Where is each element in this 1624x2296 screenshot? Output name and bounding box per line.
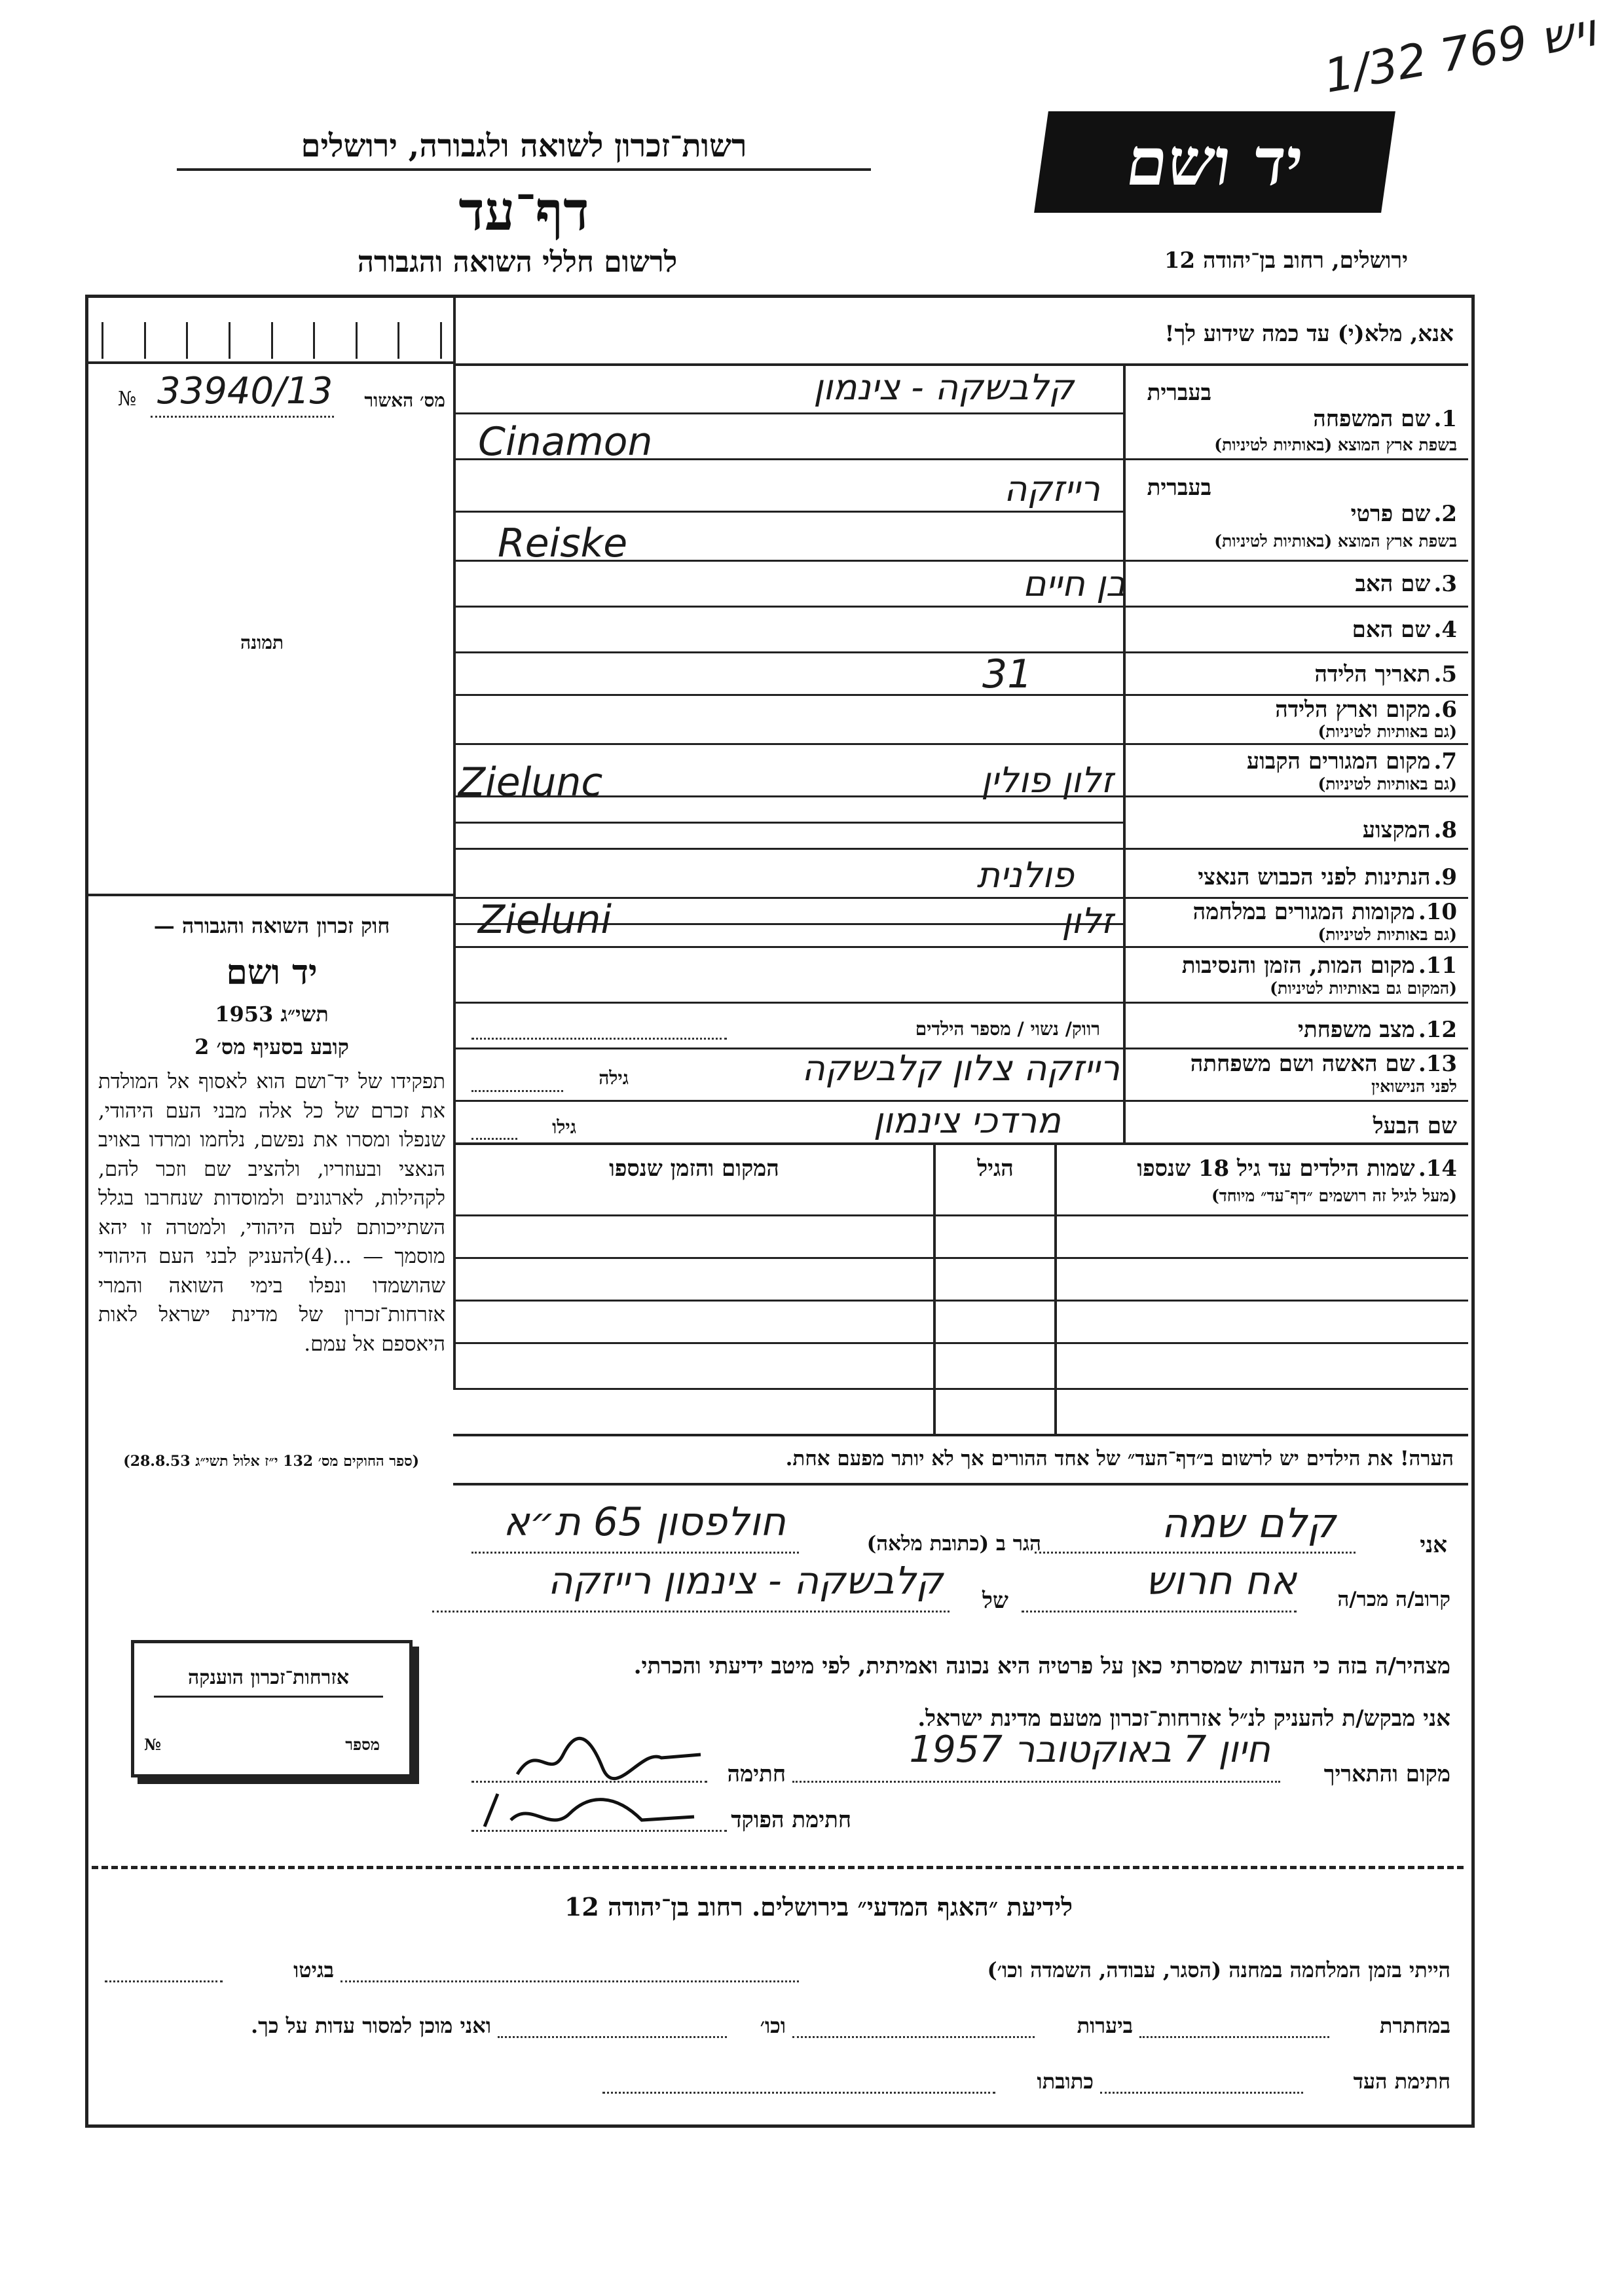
rule-mid [453, 822, 1124, 824]
children-col-divider-2 [933, 1142, 936, 1434]
field-3-num: 3. [1433, 571, 1457, 597]
decl-relation-line [1022, 1611, 1297, 1613]
field-8-label [1126, 817, 1457, 843]
children-col-place: המקום והזמן שנספו [609, 1156, 779, 1182]
decl-address-label: הגר ב (כתובת מלאה) [866, 1532, 1041, 1556]
field-4-name: שם האם [1352, 617, 1431, 643]
field-9-num: 9. [1433, 864, 1457, 890]
children-row [453, 1214, 1468, 1216]
lang-hebrew-label: בעברית [1147, 380, 1211, 406]
bottom-underground: במחתרת [1379, 2013, 1450, 2038]
field-13-label [1126, 1051, 1457, 1077]
reg-number-value: 33940/13 [157, 370, 333, 412]
sidebar-divider [453, 298, 456, 1388]
decl-of-label: של [982, 1588, 1008, 1614]
field-6-label [1126, 697, 1457, 723]
field-12-label [1126, 1017, 1457, 1043]
children-row [453, 1257, 1468, 1259]
officer-signature-label: חתימת הפוקד [731, 1807, 851, 1833]
photo-label: תמונה [240, 632, 284, 653]
label-column-divider [1123, 363, 1126, 1142]
field-13-name: שם האשה ושם משפחתה [1190, 1051, 1415, 1077]
rule [453, 694, 1468, 696]
husband-value[interactable]: מרדכי צינמון [873, 1100, 1061, 1141]
note-bottom [453, 1483, 1468, 1485]
field-7-num: 7. [1433, 748, 1457, 774]
decl-address-value[interactable]: חולפסון 65 ת״א [503, 1499, 786, 1545]
bottom-line1: הייתי בזמן המלחמה במחנה (הסגר, עבודה, השמדה וכו׳) [987, 1958, 1450, 1982]
tick-boxes [101, 322, 442, 359]
field-1-label [1126, 406, 1457, 432]
field-13-value[interactable]: רייזקה צלון קלבשקה [802, 1048, 1120, 1089]
decl-address-line [471, 1552, 799, 1554]
reg-number-label: מס׳ האשור [364, 390, 445, 411]
bottom-witness-sign: חתימת העד [1353, 2069, 1450, 2094]
top-annotation: ויש 769 1/32 [1320, 3, 1600, 103]
decl-relation-label: קרוב/ה מכר/ה [1337, 1588, 1450, 1611]
field-2-label [1126, 501, 1457, 527]
field-5-name: תאריך הלידה [1314, 661, 1431, 687]
children-sub: (מעל לגיל זה רושמים ״דף־עד״ מיוחד) [1211, 1186, 1457, 1205]
citizenship-box-number: מספר [345, 1735, 380, 1754]
rule-mid [453, 412, 1124, 414]
children-header [1061, 1156, 1457, 1182]
bottom-willing: ואני מוכן למסור עדות על כך. [250, 2013, 491, 2038]
field-7-hebrew-value[interactable]: זלון פולין [981, 759, 1113, 801]
yad-vashem-logo: יד ושם [1034, 111, 1395, 213]
field-12-num: 12. [1418, 1017, 1457, 1043]
field-10-label [1126, 899, 1457, 925]
bottom-line1-fill [341, 1980, 799, 1982]
rule-section [453, 1142, 1468, 1145]
field-7-sub: (גם באותיות לטיניות) [1318, 774, 1457, 793]
children-row [453, 1388, 1468, 1390]
field-6-name: מקום וארץ הלידה [1275, 697, 1431, 723]
tick-row-rule [88, 361, 455, 364]
signature [511, 1728, 707, 1787]
field-12-line [471, 1038, 727, 1040]
field-13-sub: לפני הנישואין [1371, 1077, 1457, 1096]
rule [453, 946, 1468, 948]
bottom-ghetto-fill [105, 1980, 223, 1982]
lang-hebrew-label-2: בעברית [1147, 475, 1211, 501]
children-label: שמות הילדים עד גיל 18 שנספו [1137, 1156, 1415, 1182]
decl-relation-value[interactable]: אח חרוש [1145, 1558, 1297, 1604]
form-subtitle: לרשום חללי השואה והגבורה [357, 246, 678, 279]
decl-place-date-value[interactable]: חיון 7 באוקטובר 1957 [909, 1728, 1270, 1771]
bottom-etc-fill [498, 2036, 727, 2038]
decl-prefix: אני [1420, 1532, 1447, 1558]
decl-place-date-label: מקום והתאריך [1323, 1761, 1450, 1787]
field-9-name: הנתינות לפני הכבוש הנאצי [1198, 864, 1431, 890]
field-5-value[interactable]: 31 [982, 651, 1033, 697]
field-2-latin-value[interactable]: Reiske [498, 520, 628, 566]
field-9-value[interactable]: פולנית [976, 854, 1074, 896]
rule [453, 743, 1468, 745]
children-row [453, 1300, 1468, 1302]
field-10-num: 10. [1418, 899, 1457, 925]
officer-signature-line [471, 1830, 727, 1832]
field-7-latin-value[interactable]: Zielunc [458, 759, 603, 805]
header-address: ירושלים, רחוב בן־יהודה 12 [1164, 247, 1408, 274]
children-note: הערה! את הילדים יש לרשום ב״דף־העד״ של אחד ההורים אך לא יותר מפעם אחת. [785, 1447, 1454, 1470]
org-line: רשות־זכרון לשואה ולגבורה, ירושלים [177, 128, 871, 171]
field-13-num: 13. [1418, 1051, 1457, 1077]
field-11-label [1126, 953, 1457, 979]
citizenship-box-rule [154, 1696, 383, 1698]
bottom-title: לידיעת ״האגף המדעי״ בירושלים. רחוב בן־יהודה 12 [564, 1892, 1073, 1922]
bottom-address-fill [602, 2092, 995, 2094]
children-row [453, 1342, 1468, 1344]
field-10-name: מקומות המגורים במלחמה [1192, 899, 1415, 925]
field-4-num: 4. [1433, 617, 1457, 643]
section-separator [92, 1866, 1464, 1869]
field-10-sub: (גם באותיות לטיניות) [1318, 925, 1457, 944]
sidebar-rule [88, 894, 455, 896]
decl-statement: מצהיר/ה בזה כי העדות שמסרתי כאן על פרטיה היא נכונה ואמיתית, לפי מיטב ידיעתי והכרתי. [633, 1653, 1450, 1679]
field-1-latin-value[interactable]: Cinamon [478, 419, 653, 465]
husband-age-line [471, 1138, 517, 1140]
decl-signature-label: חתימה [727, 1761, 786, 1787]
reg-number-line [151, 416, 334, 418]
bottom-underground-fill [1139, 2036, 1329, 2038]
field-6-sub: (גם באותיות לטיניות) [1318, 722, 1457, 741]
field-6-num: 6. [1433, 697, 1457, 723]
husband-age-label: גילו [552, 1116, 576, 1138]
field-7-label [1126, 748, 1457, 774]
field-2-hebrew-value[interactable]: רייזקה [1004, 468, 1100, 509]
field-5-num: 5. [1433, 661, 1457, 687]
bottom-etc: וכו׳ [760, 2013, 786, 2038]
rule [453, 1002, 1468, 1004]
rule [453, 848, 1468, 850]
decl-name-value[interactable]: קלם שמה [1161, 1499, 1336, 1547]
field-3-value[interactable]: בן חיים [1022, 563, 1126, 604]
field-1-sub: בשפת ארץ המוצא (באותיות לטיניות) [1214, 435, 1457, 454]
field-2-num: 2. [1433, 501, 1457, 527]
field-11-sub: (המקום גם באותיות לטיניות) [1270, 979, 1457, 998]
field-13-age-line [471, 1090, 563, 1092]
rule [453, 651, 1468, 653]
field-8-num: 8. [1433, 817, 1457, 843]
field-7-name: מקום המגורים הקבוע [1246, 748, 1431, 774]
field-4-label [1126, 617, 1457, 643]
reg-no-symbol: № [118, 388, 137, 410]
law-name: יד ושם [226, 953, 318, 993]
field-11-name: מקום המות, הזמן והנסיבות [1181, 953, 1415, 979]
field-8-name: המקצוע [1362, 817, 1431, 843]
citizenship-box-no: № [144, 1735, 162, 1754]
rule [453, 606, 1468, 608]
field-2-sub: בשפת ארץ המוצא (באותיות לטיניות) [1214, 532, 1457, 551]
law-ref: (ספר החוקים מס׳ 132 י״ז אלול תשי״ג 28.8.53) [123, 1453, 419, 1470]
field-12-options: רווק/ נשוי / מספר הילדים [915, 1018, 1100, 1040]
instruction: אנא, מלא(י) עד כמה שידוע לך! [1164, 321, 1454, 347]
field-1-hebrew-value[interactable]: קלבשקה - צינמון [813, 367, 1074, 408]
law-title: חוק זכרון השואה והגבורה — [153, 913, 390, 938]
field-3-label [1126, 571, 1457, 597]
field-1-num: 1. [1433, 406, 1457, 432]
field-11-num: 11. [1418, 953, 1457, 979]
field-1-name: שם המשפחה [1313, 406, 1431, 432]
field-2-name: שם פרטי [1350, 501, 1431, 527]
field-10-latin-value[interactable]: Zieluni [478, 897, 612, 943]
top-row-rule [453, 363, 1468, 366]
bottom-witness-sign-fill [1100, 2092, 1303, 2094]
decl-subject-value[interactable]: קלבשקה - צינמון רייזקה [547, 1558, 943, 1603]
field-3-name: שם האב [1355, 571, 1431, 597]
bottom-forests-fill [792, 2036, 1035, 2038]
citizenship-box [131, 1640, 413, 1777]
citizenship-box-title: אזרחות־זכרון הוענקה [187, 1666, 350, 1689]
field-9-label [1126, 864, 1457, 890]
law-year: תשי״ג 1953 [215, 1002, 329, 1027]
husband-name-label: שם הבעל [1373, 1113, 1457, 1139]
law-clause: קובע בסעיף מס׳ 2 [194, 1034, 349, 1059]
decl-name-line [1035, 1552, 1356, 1554]
field-12-name: מצב משפחתי [1298, 1017, 1415, 1043]
bottom-forests: ביערות [1077, 2013, 1133, 2038]
children-num: 14. [1418, 1156, 1457, 1182]
children-bottom [453, 1434, 1468, 1436]
form-title: דף־עד [458, 180, 589, 243]
rule-mid [453, 511, 1124, 513]
children-col-age: הגיל [977, 1156, 1014, 1182]
field-5-label [1126, 661, 1457, 687]
children-col-divider-1 [1054, 1142, 1057, 1434]
decl-place-date-line [792, 1781, 1280, 1783]
field-13-age-label: גילה [599, 1067, 629, 1089]
bottom-ghetto: בגיטו [293, 1958, 334, 1982]
field-10-hebrew-value[interactable]: זלון [1061, 900, 1113, 941]
law-text: תפקידו של יד־ושם הוא לאסוף אל המולדת את זכרם של כל אלה מבני העם היהודי, שנפלו ומסרו את נפשם, נלחמו ומרדו באויב הנאצי ובעוזריו, ולהציב שם וזכר להם, לקהילות, לארגונים ולמוסדות שנחרבו בגלל השתייכותם לעם היהודי, ולמטרה זו יהא מוסמך — ...(4)להעניק לבני העם היהודי שהושמדו ונפלו בימי השואה והמרי אזרחות־זכרון של מדינת ישראל לאות היאספם אל עמם. [98, 1070, 445, 1356]
decl-request: אני מבקש/ת להעניק לנ״ל אזרחות־זכרון מטעם מדינת ישראל. [917, 1705, 1450, 1732]
bottom-address: כתובתו [1037, 2069, 1094, 2094]
husband-label [1126, 1113, 1457, 1139]
decl-subject-line [432, 1611, 950, 1613]
